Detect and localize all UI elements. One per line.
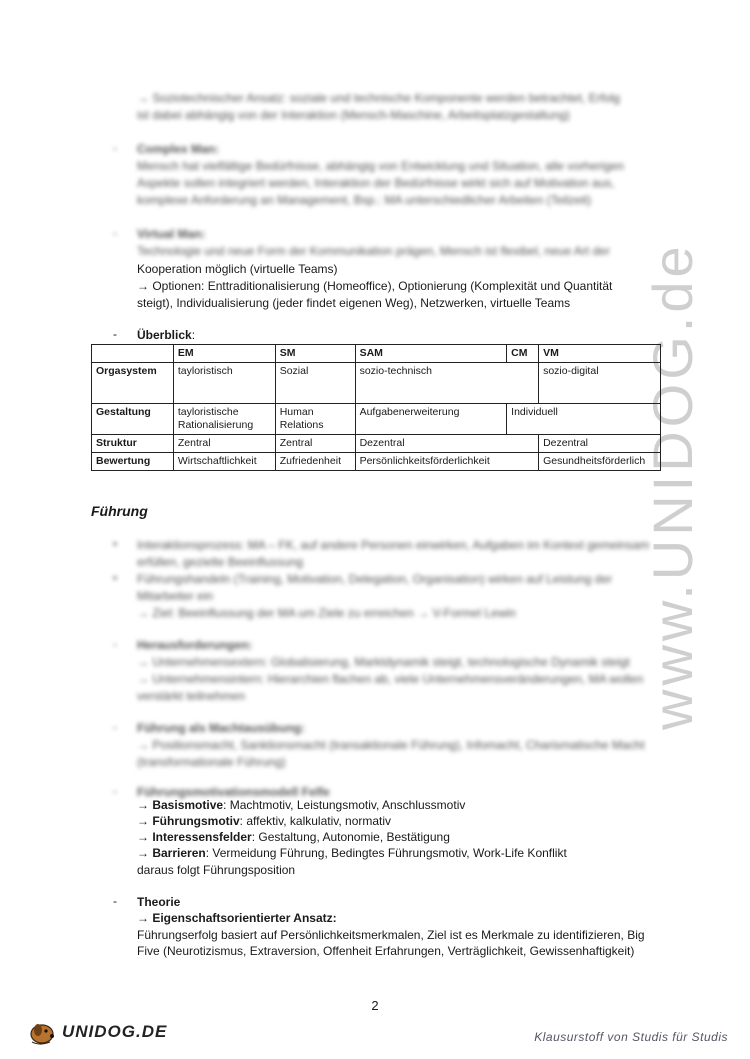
motive-term: Führungsmotiv — [152, 814, 240, 828]
table-cell: tayloristisch — [173, 363, 275, 404]
table-row — [92, 363, 661, 404]
table-row-label: Struktur — [92, 435, 174, 453]
text-line: Five (Neurotizismus, Extraversion, Offenheit Erfahrungen, Verträglichkeit, Gewissenhaftigkeit) — [137, 944, 635, 958]
arrow-icon: → — [137, 814, 149, 828]
text-line: → Soziotechnischer Ansatz: soziale und technische Komponente werden betrachtet, Erfolg — [137, 91, 620, 105]
theory-sub-label: Eigenschaftsorientierter Ansatz: — [152, 911, 337, 925]
motive-text: : affektiv, kalkulativ, normativ — [239, 814, 392, 828]
table-cell: Dezentral — [355, 435, 538, 453]
table-header-cell: EM — [173, 345, 275, 363]
text-line: Interaktionsprozess: MA – FK, auf andere Personen einwirken, Aufgaben im Kontext gemeinsam — [137, 538, 650, 552]
table-row — [92, 404, 661, 435]
bullet-dot: • — [112, 537, 118, 551]
text-line: ist dabei abhängig von der Interaktion (Mensch-Maschine, Arbeitsplatzgestaltung) — [137, 108, 570, 122]
text-line: → Optionen: Enttraditionalisierung (Homeoffice), Optionierung (Komplexität und Quantität — [137, 279, 613, 293]
text-line: Mensch hat vielfältige Bedürfnisse, abhängig von Entwicklung und Situation, alle vorherigen — [137, 159, 624, 173]
motive-term: Barrieren — [152, 846, 206, 860]
bullet-dash: - — [113, 637, 117, 651]
bullet-dash: - — [113, 141, 117, 155]
table-cell: sozio-technisch — [355, 363, 538, 404]
text-line: Complex Man: — [137, 142, 220, 156]
table-cell: Gesundheitsförderlich — [539, 453, 661, 471]
watermark: www.UNIDOG.de — [641, 242, 704, 730]
list-item — [137, 829, 450, 845]
arrow-icon: → — [137, 798, 149, 812]
table-header-cell: VM — [539, 345, 661, 363]
table-cell: sozio-digital — [539, 363, 661, 404]
text-line: erfüllen, gezielte Beeinflussung — [137, 555, 304, 569]
table-cell: Sozial — [275, 363, 355, 404]
text-line: verstärkt teilnehmen — [137, 689, 246, 703]
bullet-dash: - — [113, 327, 117, 341]
table-cell: Wirtschaftlichkeit — [173, 453, 275, 471]
arrow-icon: → — [137, 830, 149, 844]
motive-term: Basismotive — [152, 798, 224, 812]
text-line: → Ziel: Beeinflussung der MA um Ziele zu erreichen → V-Formel Lewin — [137, 606, 516, 620]
overview-label: Überblick — [137, 328, 192, 342]
text-line: Führungshandeln (Training, Motivation, Delegation, Organisation) wirken auf Leistung der — [137, 572, 613, 586]
overview-colon: : — [191, 328, 196, 342]
table-row — [92, 453, 661, 471]
logo-text: UNIDOG.DE — [62, 1022, 168, 1041]
list-item — [137, 845, 567, 861]
text-line: Führungsmotivationsmodell Felfe — [137, 785, 330, 799]
bullet-dot: • — [112, 571, 118, 585]
table-cell: Zentral — [173, 435, 275, 453]
theory-heading: Theorie — [137, 895, 181, 909]
arrow-icon: → — [137, 846, 149, 860]
table-cell: Zentral — [275, 435, 355, 453]
text-line: (transformationale Führung) — [137, 755, 286, 769]
table-header-cell: CM — [507, 345, 539, 363]
footer-tagline: Klausurstoff von Studis für Studis — [534, 1030, 728, 1044]
bullet-dash: - — [113, 784, 117, 798]
table-row-label: Gestaltung — [92, 404, 174, 435]
table-row-label: Bewertung — [92, 453, 174, 471]
motives-conclusion: daraus folgt Führungsposition — [137, 863, 296, 877]
theory-subheading — [137, 910, 337, 926]
overview-heading — [137, 327, 195, 343]
table-cell: Aufgabenerweiterung — [355, 404, 507, 435]
page-number: 2 — [371, 998, 379, 1013]
section-title: Führung — [91, 503, 148, 519]
text-line: komplexe Anforderung an Management, Bsp.: MA unterschiedlicher Arbeiten (Teilzeit) — [137, 193, 592, 207]
text-line: Herausforderungen: — [137, 638, 253, 652]
overview-table — [91, 344, 661, 471]
table-header-row — [92, 345, 661, 363]
table-row — [92, 435, 661, 453]
table-cell: Zufriedenheit — [275, 453, 355, 471]
motive-text: : Vermeidung Führung, Bedingtes Führungsmotiv, Work-Life Konflikt — [205, 846, 567, 860]
table-row-label: Orgasystem — [92, 363, 174, 404]
table-cell: Human Relations — [275, 404, 355, 435]
table-cell: Dezentral — [539, 435, 661, 453]
text-line: Führung als Machtausübung: — [137, 721, 305, 735]
text-line: → Unternehmensextern: Globalisierung, Marktdynamik steigt, technologische Dynamik steigt — [137, 655, 630, 669]
text-line: Kooperation möglich (virtuelle Teams) — [137, 262, 338, 276]
table-cell: Persönlichkeitsförderlichkeit — [355, 453, 538, 471]
text-line: Virtual Man: — [137, 227, 206, 241]
motive-text: : Machtmotiv, Leistungsmotiv, Anschlussmotiv — [223, 798, 466, 812]
table-header-cell: SM — [275, 345, 355, 363]
text-line: steigt), Individualisierung (jeder findet eigenen Weg), Netzwerken, virtuelle Teams — [137, 296, 571, 310]
text-line: Führungserfolg basiert auf Persönlichkeitsmerkmalen, Ziel ist es Merkmale zu identifizieren, Big — [137, 928, 645, 942]
table-cell: tayloristische Rationalisierung — [173, 404, 275, 435]
text-line: → Positionsmacht, Sanktionsmacht (transaktionale Führung), Infomacht, Charismatische Macht — [137, 738, 645, 752]
bullet-dash: - — [113, 720, 117, 734]
text-line: Aspekte sollen integriert werden, Interaktion der Bedürfnisse wirkt sich auf Motivation aus, — [137, 176, 615, 190]
bullet-dash: - — [113, 894, 117, 908]
table-header-cell — [92, 345, 174, 363]
motive-term: Interessensfelder — [152, 830, 252, 844]
text-line: → Unternehmensintern: Hierarchien flachen ab, viele Unternehmensveränderungen, MA wollen — [137, 672, 644, 686]
table-cell: Individuell — [507, 404, 661, 435]
list-item — [137, 813, 391, 829]
bullet-dash: - — [113, 226, 117, 240]
table-header-cell: SAM — [355, 345, 507, 363]
text-line: Technologie und neue Form der Kommunikation prägen, Mensch ist flexibel, neue Art der — [137, 244, 610, 258]
text-line: Mitarbeiter ein — [137, 589, 214, 603]
arrow-icon: → — [137, 911, 149, 925]
list-item — [137, 797, 465, 813]
motive-text: : Gestaltung, Autonomie, Bestätigung — [251, 830, 450, 844]
